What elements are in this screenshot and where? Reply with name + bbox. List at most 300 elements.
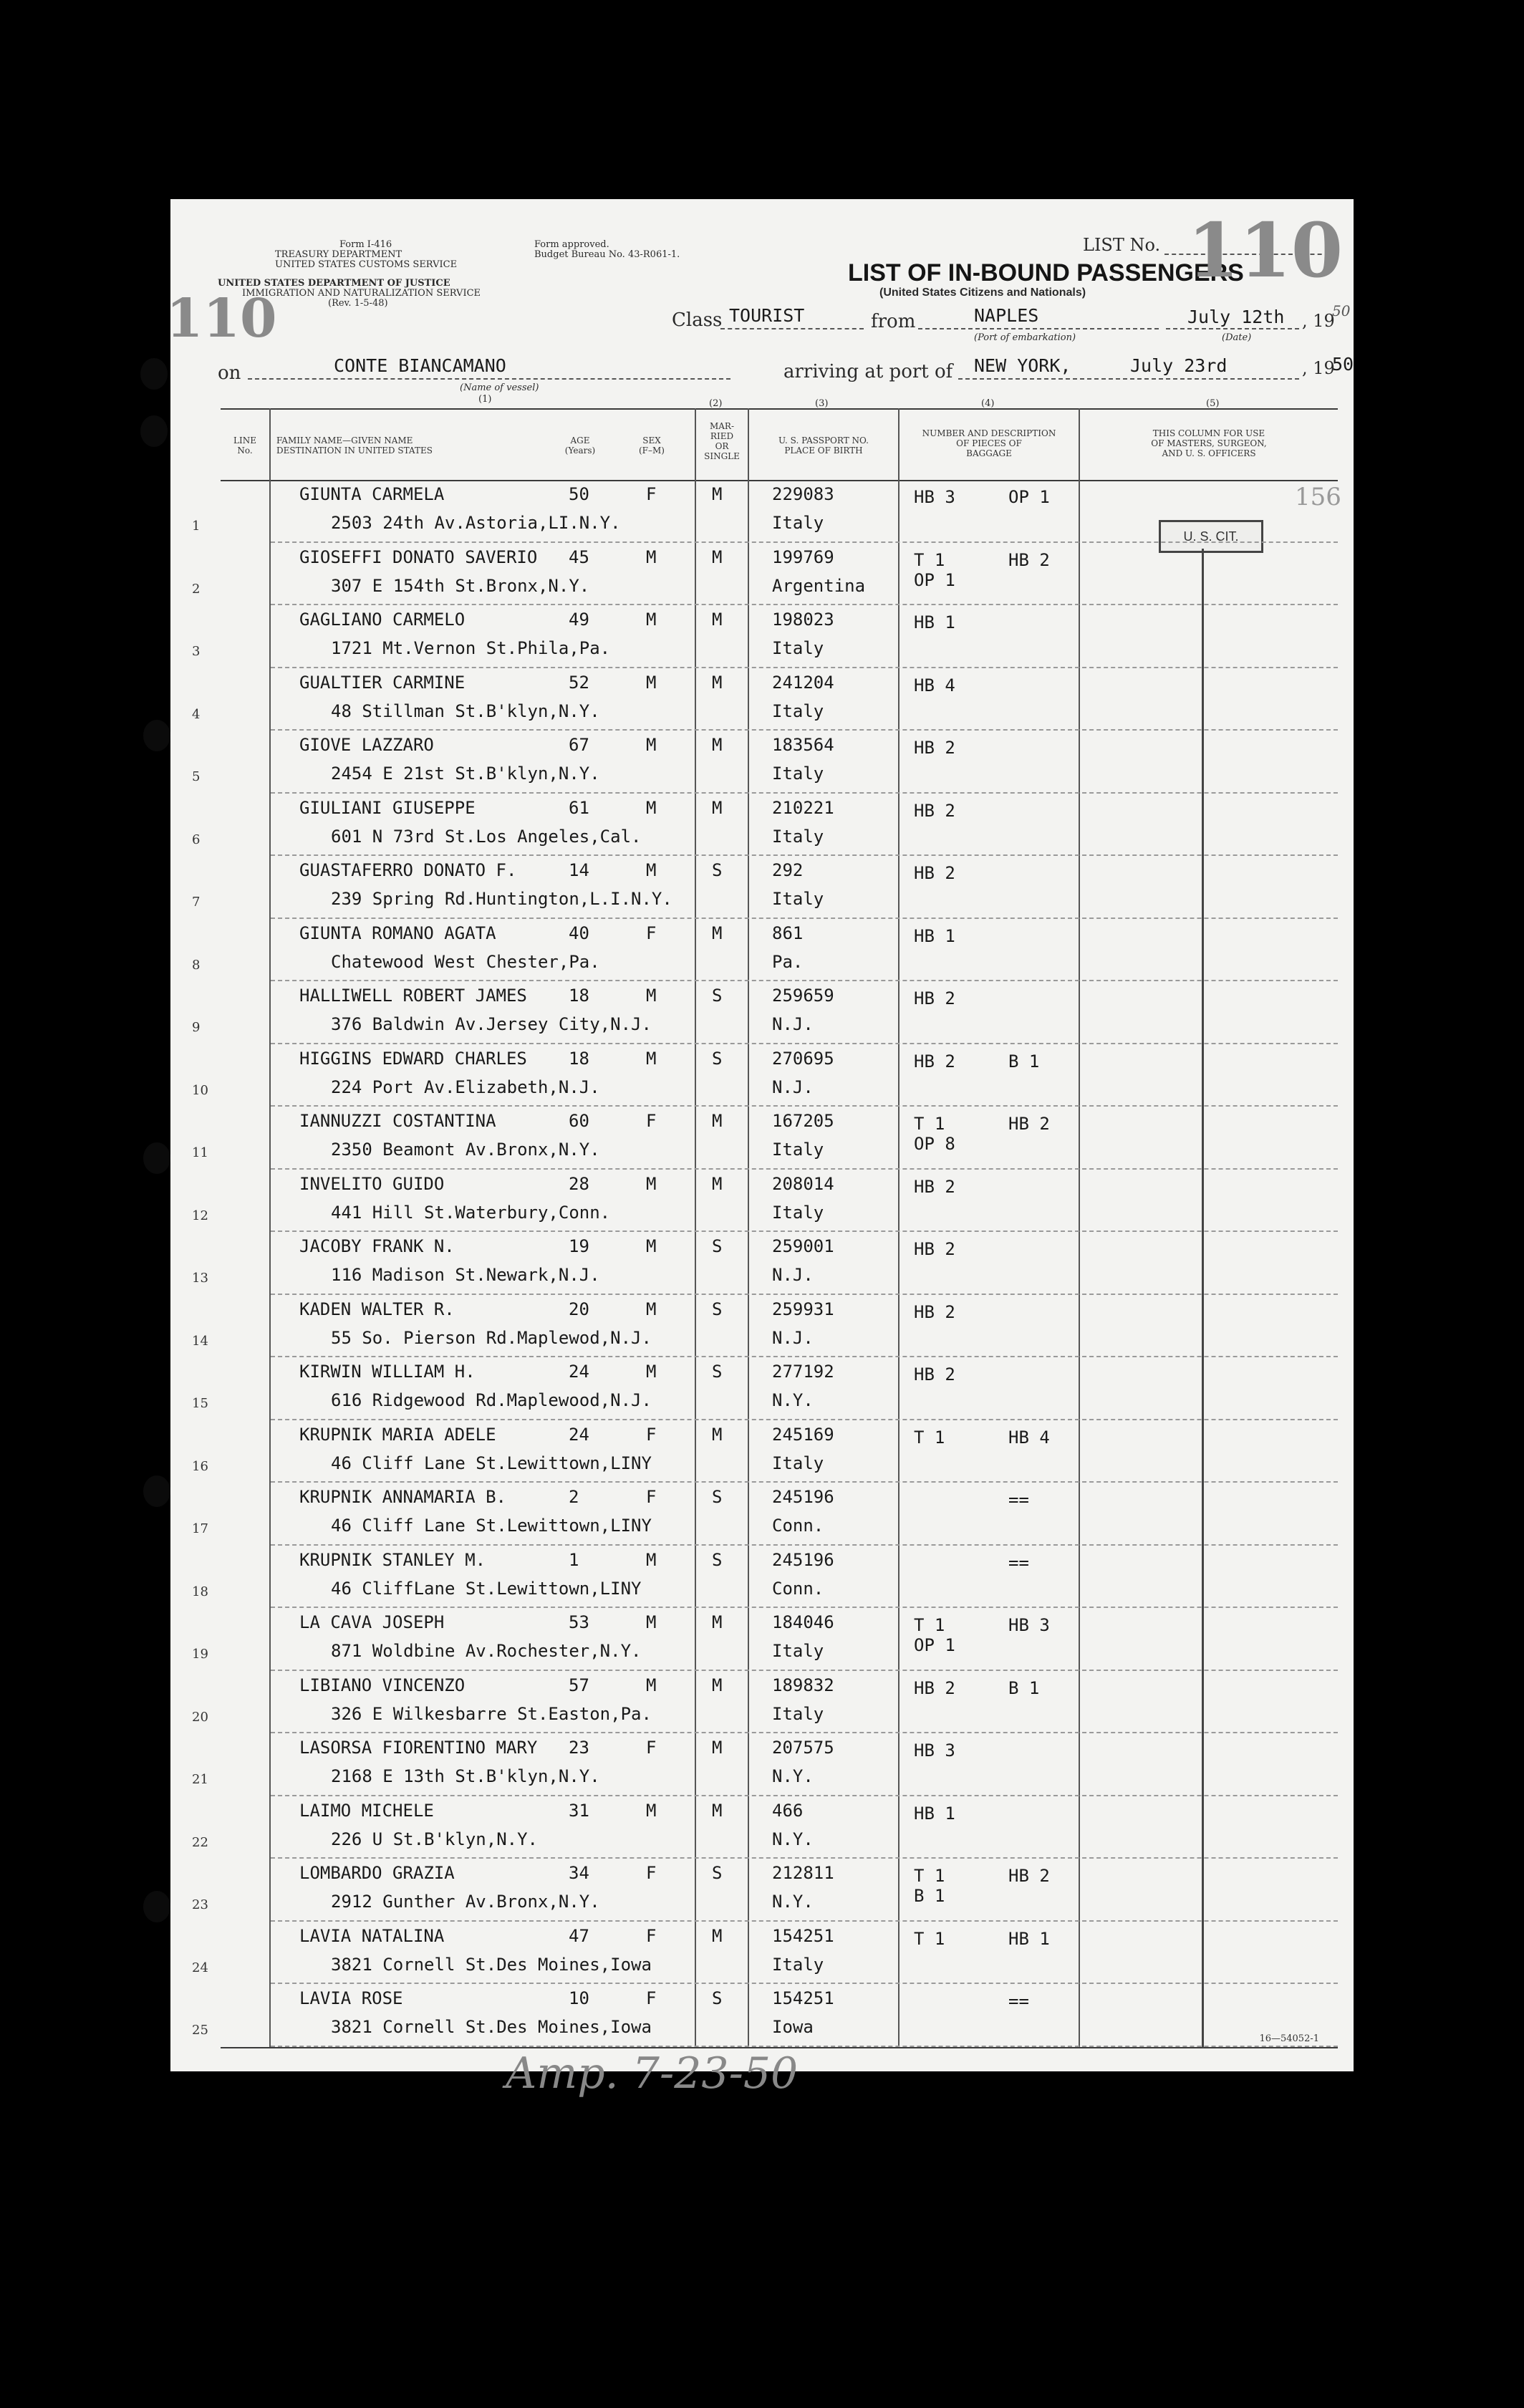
passenger-marital-status: M <box>712 1675 723 1695</box>
passenger-name: GUALTIER CARMINE <box>299 672 466 693</box>
passenger-birthplace: Italy <box>772 513 824 533</box>
passenger-passport-no: 245169 <box>772 1424 834 1445</box>
passenger-sex: M <box>646 1549 657 1570</box>
passenger-passport-no: 241204 <box>772 672 834 693</box>
passenger-marital-status: S <box>712 1863 723 1883</box>
passenger-sex: F <box>646 1863 657 1883</box>
passenger-name: GIOVE LAZZARO <box>299 735 434 755</box>
passenger-line-no: 12 <box>192 1208 208 1223</box>
passenger-marital-status: S <box>712 1549 723 1570</box>
passenger-sex: M <box>646 1048 657 1069</box>
passenger-marital-status: S <box>712 1487 723 1507</box>
passenger-name: JACOBY FRANK N. <box>299 1236 455 1256</box>
col-header-officers: THIS COLUMN FOR USE OF MASTERS, SURGEON, AND U. S. OFFICERS <box>1151 428 1267 458</box>
vessel-name: CONTE BIANCAMANO <box>334 355 506 376</box>
passenger-baggage-2: == <box>1008 1552 1029 1573</box>
passenger-name: HIGGINS EDWARD CHARLES <box>299 1048 527 1069</box>
passenger-age: 45 <box>569 546 589 567</box>
table-row <box>170 1546 1354 1608</box>
passenger-address: 46 CliffLane St.Lewittown,LINY <box>331 1578 642 1599</box>
port-of-embarkation: NAPLES <box>974 305 1039 326</box>
passenger-baggage-1: HB 2 <box>914 738 955 758</box>
passenger-baggage-2: == <box>1008 1490 1029 1510</box>
passenger-marital-status: M <box>712 610 723 630</box>
passenger-sex: F <box>646 1738 657 1758</box>
col-2-ref: (2) <box>709 398 723 409</box>
passenger-birthplace: Argentina <box>772 575 866 596</box>
passenger-baggage-2: HB 1 <box>1008 1928 1050 1949</box>
passenger-baggage-1: HB 3 <box>914 1740 955 1761</box>
passenger-sex: M <box>646 1800 657 1821</box>
table-row <box>170 1295 1354 1357</box>
passenger-passport-no: 167205 <box>772 1111 834 1131</box>
passenger-line-no: 2 <box>192 581 201 597</box>
passenger-name: LASORSA FIORENTINO MARY <box>299 1738 538 1758</box>
passenger-birthplace: Pa. <box>772 951 804 972</box>
passenger-baggage-1: HB 2 <box>914 1176 955 1197</box>
passenger-name: KRUPNIK STANLEY M. <box>299 1549 486 1570</box>
passenger-age: 10 <box>569 1988 589 2008</box>
passenger-address: 2350 Beamont Av.Bronx,N.Y. <box>331 1140 600 1160</box>
passenger-line-no: 8 <box>192 957 201 973</box>
passenger-birthplace: N.J. <box>772 1014 814 1034</box>
passenger-marital-status: M <box>712 1111 723 1131</box>
passenger-passport-no: 259659 <box>772 986 834 1006</box>
date-underline <box>1166 328 1299 329</box>
passenger-address: 307 E 154th St.Bronx,N.Y. <box>331 575 590 596</box>
us-citizen-stamp: U. S. CIT. <box>1159 520 1263 553</box>
embark-date: July 12th <box>1187 307 1285 327</box>
passenger-line-no: 10 <box>192 1082 208 1098</box>
passenger-passport-no: 189832 <box>772 1675 834 1695</box>
passenger-line-no: 6 <box>192 832 201 847</box>
passenger-age: 53 <box>569 1612 589 1632</box>
table-row <box>170 1232 1354 1294</box>
passenger-age: 18 <box>569 986 589 1006</box>
table-row <box>170 919 1354 981</box>
col-header-sex: SEX (F–M) <box>639 435 665 456</box>
passenger-marital-status: M <box>712 1925 723 1946</box>
passenger-marital-status: S <box>712 1048 723 1069</box>
table-row <box>170 1608 1354 1670</box>
passenger-baggage-1: HB 1 <box>914 612 955 632</box>
arrival-underline <box>958 378 1299 380</box>
col-1-ref: (1) <box>478 394 492 405</box>
list-title: LIST OF IN-BOUND PASSENGERS <box>848 259 1244 286</box>
passenger-marital-status: S <box>712 1299 723 1319</box>
passenger-name: IANNUZZI COSTANTINA <box>299 1111 496 1131</box>
list-subtitle: (United States Citizens and Nationals) <box>879 286 1086 299</box>
passenger-sex: M <box>646 797 657 818</box>
passenger-sex: F <box>646 1111 657 1131</box>
handwritten-count: 156 <box>1295 483 1341 511</box>
passenger-line-no: 14 <box>192 1333 208 1349</box>
passenger-age: 1 <box>569 1549 579 1570</box>
vessel-underline <box>248 378 730 380</box>
table-row <box>170 668 1354 731</box>
table-row <box>170 981 1354 1044</box>
passenger-sex: F <box>646 1487 657 1507</box>
passenger-address: 2912 Gunther Av.Bronx,N.Y. <box>331 1892 600 1912</box>
passenger-age: 24 <box>569 1424 589 1445</box>
passenger-birthplace: Conn. <box>772 1578 824 1599</box>
passenger-baggage-3: OP 1 <box>914 569 955 590</box>
passenger-line-no: 17 <box>192 1521 208 1536</box>
passenger-name: LA CAVA JOSEPH <box>299 1612 445 1632</box>
passenger-sex: F <box>646 484 657 504</box>
passenger-sex: M <box>646 1612 657 1632</box>
handwritten-note: Amp. 7-23-50 <box>506 2048 799 2099</box>
passenger-line-no: 15 <box>192 1396 208 1411</box>
table-row <box>170 605 1354 668</box>
passenger-address: 224 Port Av.Elizabeth,N.J. <box>331 1077 600 1097</box>
passenger-age: 60 <box>569 1111 589 1131</box>
passenger-baggage-1: HB 3 <box>914 487 955 507</box>
passenger-marital-status: M <box>712 797 723 818</box>
passenger-address: 226 U St.B'klyn,N.Y. <box>331 1829 538 1849</box>
passenger-age: 61 <box>569 797 589 818</box>
passenger-baggage-3: B 1 <box>914 1886 945 1906</box>
col-header-passport: U. S. PASSPORT NO. PLACE OF BIRTH <box>778 435 869 456</box>
passenger-passport-no: 212811 <box>772 1863 834 1883</box>
passenger-age: 49 <box>569 610 589 630</box>
passenger-name: GUASTAFERRO DONATO F. <box>299 860 517 880</box>
passenger-baggage-1: HB 1 <box>914 925 955 946</box>
passenger-name: KADEN WALTER R. <box>299 1299 455 1319</box>
punch-hole <box>140 358 168 390</box>
passenger-birthplace: Italy <box>772 826 824 847</box>
passenger-marital-status: M <box>712 672 723 693</box>
passenger-marital-status: M <box>712 735 723 755</box>
passenger-baggage-2: OP 1 <box>1008 487 1050 507</box>
passenger-baggage-1: HB 2 <box>914 1239 955 1259</box>
passenger-passport-no: 245196 <box>772 1549 834 1570</box>
passenger-line-no: 5 <box>192 769 201 784</box>
col-3-ref: (3) <box>815 398 829 409</box>
col-header-baggage: NUMBER AND DESCRIPTION OF PIECES OF BAGGAGE <box>922 428 1056 458</box>
passenger-baggage-2: HB 2 <box>1008 549 1050 570</box>
manifest-page <box>166 199 1354 2099</box>
passenger-name: GIUNTA ROMANO AGATA <box>299 923 496 943</box>
passenger-name: LAVIA ROSE <box>299 1988 403 2008</box>
passenger-line-no: 18 <box>192 1584 208 1599</box>
from-underline <box>918 328 1159 329</box>
table-top-rule <box>221 408 1338 410</box>
form-approved: Form approved. <box>534 239 609 250</box>
passenger-passport-no: 154251 <box>772 1988 834 2008</box>
passenger-line-no: 1 <box>192 519 201 534</box>
passenger-name: LOMBARDO GRAZIA <box>299 1863 455 1883</box>
passenger-passport-no: 183564 <box>772 735 834 755</box>
passenger-birthplace: Italy <box>772 1202 824 1223</box>
passenger-line-no: 24 <box>192 1960 208 1975</box>
passenger-line-no: 21 <box>192 1772 208 1787</box>
passenger-baggage-3: OP 8 <box>914 1134 955 1154</box>
passenger-marital-status: M <box>712 1800 723 1821</box>
passenger-address: 55 So. Pierson Rd.Maplewod,N.J. <box>331 1327 652 1348</box>
passenger-age: 19 <box>569 1236 589 1256</box>
punch-hole <box>143 1891 170 1922</box>
punch-hole <box>143 1475 170 1507</box>
passenger-address: 871 Woldbine Av.Rochester,N.Y. <box>331 1641 642 1661</box>
passenger-passport-no: 208014 <box>772 1173 834 1194</box>
passenger-sex: M <box>646 860 657 880</box>
passenger-birthplace: N.J. <box>772 1327 814 1348</box>
passenger-line-no: 22 <box>192 1834 208 1850</box>
passenger-baggage-2: B 1 <box>1008 1677 1040 1698</box>
passenger-marital-status: M <box>712 546 723 567</box>
passenger-line-no: 4 <box>192 706 201 722</box>
col-header-married: MAR- RIED OR SINGLE <box>704 421 740 461</box>
passenger-line-no: 25 <box>192 2023 208 2038</box>
passenger-age: 67 <box>569 735 589 755</box>
passenger-passport-no: 259001 <box>772 1236 834 1256</box>
from-label: from <box>871 311 916 332</box>
passenger-address: 2168 E 13th St.B'klyn,N.Y. <box>331 1766 600 1786</box>
passenger-birthplace: Italy <box>772 700 824 721</box>
passenger-passport-no: 259931 <box>772 1299 834 1319</box>
passenger-baggage-1: HB 2 <box>914 1677 955 1698</box>
passenger-passport-no: 210221 <box>772 797 834 818</box>
passenger-sex: M <box>646 1675 657 1695</box>
passenger-age: 2 <box>569 1487 579 1507</box>
passenger-baggage-1: HB 2 <box>914 1301 955 1322</box>
passenger-birthplace: N.Y. <box>772 1390 814 1410</box>
arriving-label: arriving at port of <box>783 361 953 382</box>
passenger-baggage-2: HB 4 <box>1008 1427 1050 1448</box>
passenger-address: 2503 24th Av.Astoria,LI.N.Y. <box>331 513 621 533</box>
punch-hole <box>143 1142 170 1174</box>
passenger-sex: F <box>646 1925 657 1946</box>
passenger-baggage-1: T 1 <box>914 1427 945 1448</box>
passenger-sex: M <box>646 1362 657 1382</box>
passenger-baggage-1: HB 2 <box>914 988 955 1008</box>
passenger-baggage-1: HB 2 <box>914 1364 955 1384</box>
passenger-name: KRUPNIK ANNAMARIA B. <box>299 1487 506 1507</box>
passenger-age: 34 <box>569 1863 589 1883</box>
passenger-address: 48 Stillman St.B'klyn,N.Y. <box>331 700 600 721</box>
table-row <box>170 1420 1354 1483</box>
passenger-birthplace: N.Y. <box>772 1766 814 1786</box>
passenger-name: KRUPNIK MARIA ADELE <box>299 1424 496 1445</box>
passenger-name: HALLIWELL ROBERT JAMES <box>299 986 527 1006</box>
table-row <box>170 1984 1354 2046</box>
passenger-age: 20 <box>569 1299 589 1319</box>
passenger-name: INVELITO GUIDO <box>299 1173 445 1194</box>
passenger-birthplace: N.Y. <box>772 1892 814 1912</box>
passenger-name: LAVIA NATALINA <box>299 1925 445 1946</box>
passenger-birthplace: N.Y. <box>772 1829 814 1849</box>
passenger-baggage-1: HB 4 <box>914 675 955 695</box>
form-number: Form I-416 <box>339 239 392 250</box>
passenger-passport-no: 292 <box>772 860 804 880</box>
passenger-age: 24 <box>569 1362 589 1382</box>
passenger-line-no: 3 <box>192 644 201 659</box>
passenger-sex: M <box>646 1236 657 1256</box>
passenger-line-no: 9 <box>192 1020 201 1035</box>
passenger-line-no: 16 <box>192 1458 208 1474</box>
table-row <box>170 1483 1354 1545</box>
treasury-dept: TREASURY DEPARTMENT <box>275 249 402 260</box>
class-value: TOURIST <box>729 305 805 326</box>
embark-year-suffix: 50 <box>1332 302 1351 319</box>
passenger-marital-status: S <box>712 1988 723 2008</box>
passenger-line-no: 11 <box>192 1145 208 1160</box>
passenger-birthplace: Italy <box>772 1641 824 1661</box>
passenger-passport-no: 861 <box>772 923 804 943</box>
passenger-birthplace: N.J. <box>772 1265 814 1285</box>
table-row <box>170 1733 1354 1796</box>
passenger-marital-status: S <box>712 1236 723 1256</box>
passenger-birthplace: Italy <box>772 638 824 658</box>
passenger-age: 18 <box>569 1048 589 1069</box>
arrival-year-prefix: , 19 <box>1302 358 1335 378</box>
passenger-name: KIRWIN WILLIAM H. <box>299 1362 476 1382</box>
passenger-name: GIULIANI GIUSEPPE <box>299 797 476 818</box>
passenger-sex: M <box>646 1299 657 1319</box>
passenger-name: LIBIANO VINCENZO <box>299 1675 466 1695</box>
passenger-age: 23 <box>569 1738 589 1758</box>
list-no-label: LIST No. <box>1083 235 1161 255</box>
passenger-baggage-2: == <box>1008 1991 1029 2011</box>
passenger-line-no: 20 <box>192 1709 208 1725</box>
passenger-birthplace: Italy <box>772 1703 824 1724</box>
date-caption: (Date) <box>1222 332 1252 343</box>
passenger-address: 441 Hill St.Waterbury,Conn. <box>331 1202 611 1223</box>
passenger-age: 31 <box>569 1800 589 1821</box>
row-divider <box>271 2046 1338 2047</box>
passenger-marital-status: S <box>712 860 723 880</box>
table-row <box>170 856 1354 918</box>
passenger-sex: F <box>646 1988 657 2008</box>
passenger-sex: M <box>646 986 657 1006</box>
passenger-baggage-1: HB 2 <box>914 1051 955 1071</box>
passenger-line-no: 23 <box>192 1897 208 1912</box>
passenger-address: 239 Spring Rd.Huntington,L.I.N.Y. <box>331 889 672 909</box>
passenger-sex: M <box>646 672 657 693</box>
margin-stamp-110: 110 <box>166 288 277 350</box>
arrival-date: July 23rd <box>1130 355 1228 376</box>
on-label: on <box>218 362 241 384</box>
passenger-passport-no: 229083 <box>772 484 834 504</box>
passenger-marital-status: S <box>712 1362 723 1382</box>
customs-service: UNITED STATES CUSTOMS SERVICE <box>275 259 458 270</box>
passenger-marital-status: S <box>712 986 723 1006</box>
passenger-birthplace: Italy <box>772 1453 824 1473</box>
ins-service: IMMIGRATION AND NATURALIZATION SERVICE <box>242 288 481 299</box>
passenger-name: GIOSEFFI DONATO SAVERIO <box>299 546 538 567</box>
passenger-baggage-3: OP 1 <box>914 1635 955 1655</box>
passenger-baggage-1: HB 2 <box>914 863 955 883</box>
passenger-marital-status: M <box>712 923 723 943</box>
col-header-name: FAMILY NAME—GIVEN NAME DESTINATION IN UNITED STATES <box>276 435 433 456</box>
passenger-passport-no: 245196 <box>772 1487 834 1507</box>
passenger-sex: M <box>646 1173 657 1194</box>
passenger-age: 47 <box>569 1925 589 1946</box>
passenger-address: 376 Baldwin Av.Jersey City,N.J. <box>331 1014 652 1034</box>
form-revision: (Rev. 1-5-48) <box>328 298 388 309</box>
passenger-sex: M <box>646 610 657 630</box>
table-row <box>170 731 1354 793</box>
table-row <box>170 1357 1354 1420</box>
col-5-ref: (5) <box>1206 398 1220 409</box>
table-row <box>170 1859 1354 1921</box>
passenger-passport-no: 154251 <box>772 1925 834 1946</box>
passenger-birthplace: Italy <box>772 764 824 784</box>
table-row <box>170 1170 1354 1232</box>
passenger-baggage-1: T 1 <box>914 1615 945 1635</box>
passenger-passport-no: 198023 <box>772 610 834 630</box>
passenger-line-no: 19 <box>192 1647 208 1662</box>
passenger-marital-status: M <box>712 1612 723 1632</box>
passenger-baggage-1: T 1 <box>914 1866 945 1886</box>
passenger-baggage-2: HB 3 <box>1008 1615 1050 1635</box>
passenger-age: 40 <box>569 923 589 943</box>
passenger-address: 46 Cliff Lane St.Lewittown,LINY <box>331 1453 652 1473</box>
passenger-marital-status: M <box>712 1424 723 1445</box>
port-embark-caption: (Port of embarkation) <box>974 332 1076 343</box>
passenger-age: 52 <box>569 672 589 693</box>
passenger-passport-no: 270695 <box>772 1048 834 1069</box>
print-code: 16—54052-1 <box>1259 2033 1319 2044</box>
col-4-ref: (4) <box>981 398 995 409</box>
embark-year-prefix: , 19 <box>1302 311 1335 331</box>
passenger-address: 326 E Wilkesbarre St.Easton,Pa. <box>331 1703 652 1724</box>
table-row <box>170 794 1354 856</box>
passenger-baggage-2: HB 2 <box>1008 1114 1050 1134</box>
passenger-age: 28 <box>569 1173 589 1194</box>
passenger-passport-no: 277192 <box>772 1362 834 1382</box>
passenger-address: 3821 Cornell St.Des Moines,Iowa <box>331 1954 652 1975</box>
passenger-line-no: 13 <box>192 1271 208 1286</box>
budget-bureau: Budget Bureau No. 43-R061-1. <box>534 249 680 260</box>
passenger-address: 1721 Mt.Vernon St.Phila,Pa. <box>331 638 611 658</box>
passenger-birthplace: Iowa <box>772 2017 814 2037</box>
arrival-port: NEW YORK, <box>974 355 1071 376</box>
col-header-line: LINE No. <box>233 435 256 456</box>
passenger-birthplace: Italy <box>772 1954 824 1975</box>
punch-hole <box>143 720 170 751</box>
list-number: 110 <box>1187 206 1344 294</box>
passenger-address: 2454 E 21st St.B'klyn,N.Y. <box>331 764 600 784</box>
passenger-baggage-2: HB 2 <box>1008 1866 1050 1886</box>
passenger-baggage-2: B 1 <box>1008 1051 1040 1071</box>
passenger-passport-no: 466 <box>772 1800 804 1821</box>
passenger-address: 46 Cliff Lane St.Lewittown,LINY <box>331 1516 652 1536</box>
punch-hole <box>140 415 168 447</box>
passenger-birthplace: Italy <box>772 889 824 909</box>
table-row <box>170 1044 1354 1107</box>
passenger-sex: M <box>646 735 657 755</box>
passenger-name: GAGLIANO CARMELO <box>299 610 466 630</box>
passenger-sex: F <box>646 1424 657 1445</box>
passenger-name: GIUNTA CARMELA <box>299 484 445 504</box>
passenger-address: 601 N 73rd St.Los Angeles,Cal. <box>331 826 642 847</box>
class-label: Class <box>672 309 723 331</box>
passenger-baggage-1: HB 2 <box>914 800 955 821</box>
passenger-marital-status: M <box>712 1173 723 1194</box>
table-row <box>170 1671 1354 1733</box>
arrival-year-suffix: 50 <box>1332 354 1354 375</box>
passenger-marital-status: M <box>712 1738 723 1758</box>
passenger-birthplace: Italy <box>772 1140 824 1160</box>
passenger-address: Chatewood West Chester,Pa. <box>331 951 600 972</box>
passenger-baggage-1: T 1 <box>914 549 945 570</box>
passenger-address: 616 Ridgewood Rd.Maplewood,N.J. <box>331 1390 652 1410</box>
passenger-line-no: 7 <box>192 895 201 910</box>
table-row <box>170 1796 1354 1859</box>
passenger-baggage-1: T 1 <box>914 1928 945 1949</box>
